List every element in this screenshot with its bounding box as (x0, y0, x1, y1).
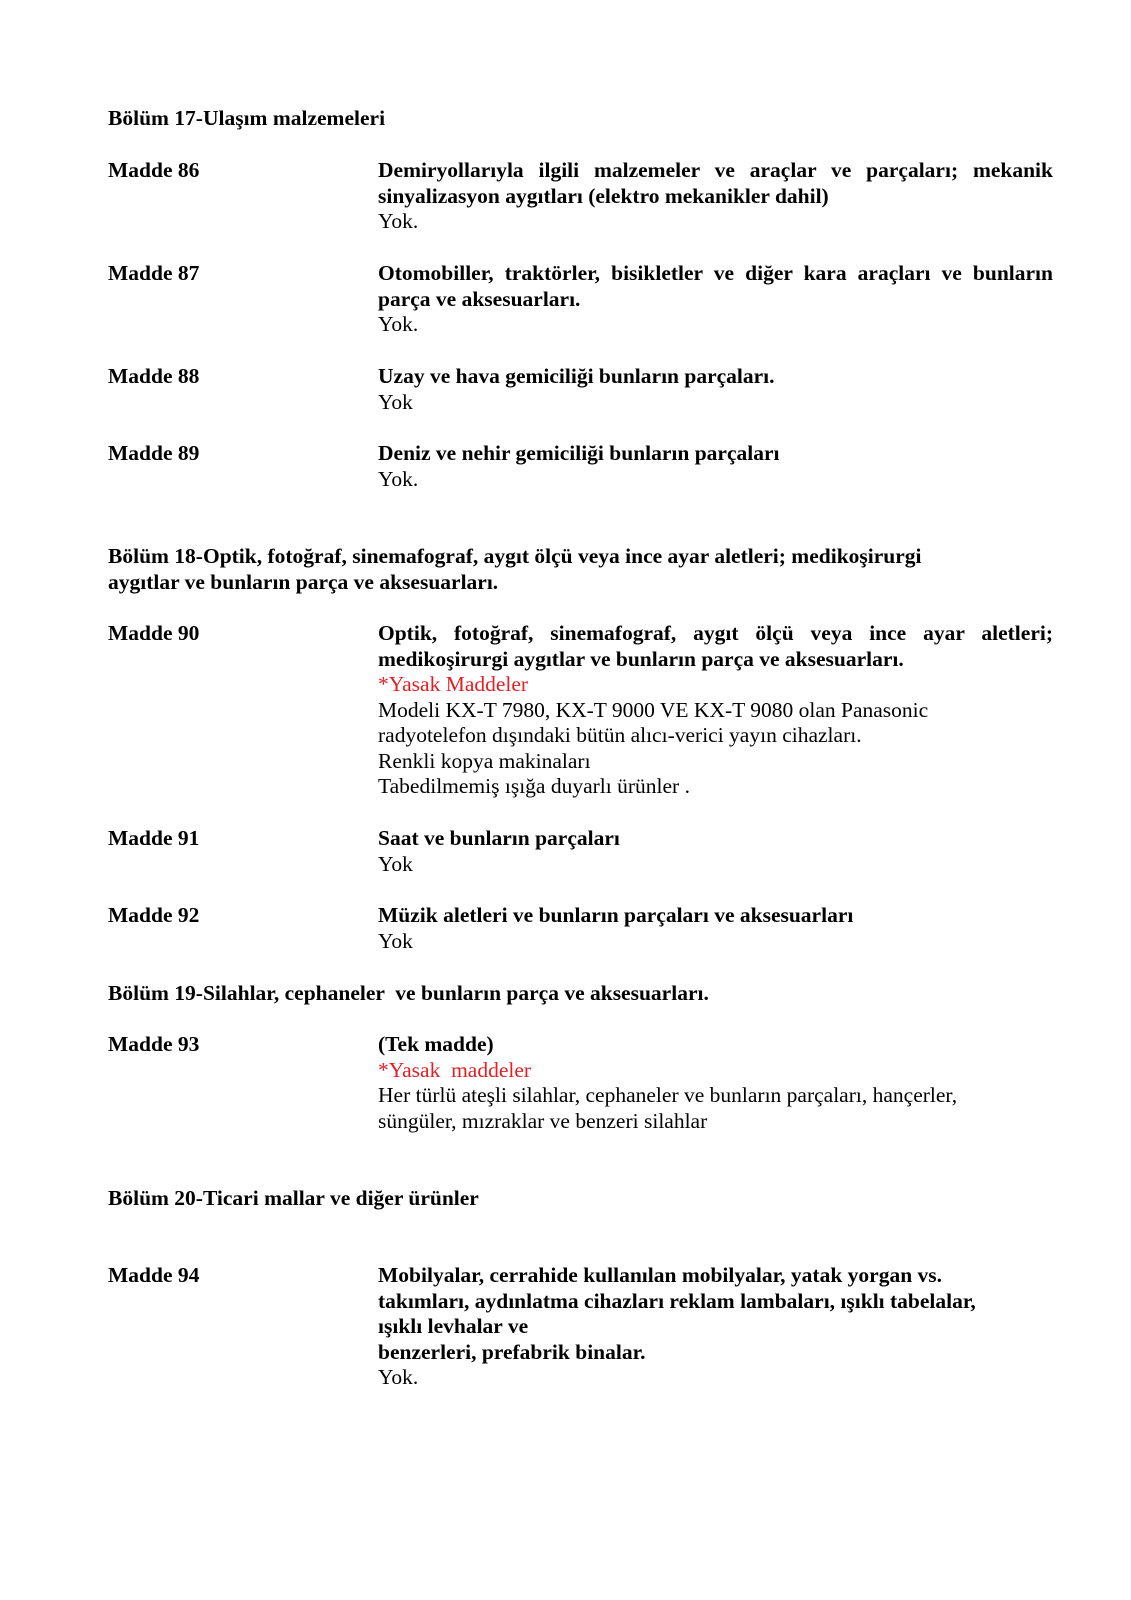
madde-86-content (378, 158, 1053, 235)
madde-92-label: Madde 92 (108, 903, 200, 927)
madde-88-title: Uzay ve hava gemiciliği bunların parçaları. (378, 364, 775, 388)
madde-91-label: Madde 91 (108, 826, 200, 850)
madde-89-content (378, 441, 1053, 492)
madde-91-note: Yok (378, 851, 413, 876)
section-heading-19: Bölüm 19-Silahlar, cephaneler ve bunların parça ve aksesuarları. (108, 981, 709, 1005)
madde-89-label: Madde 89 (108, 441, 200, 465)
madde-86-title: Demiryollarıyla ilgili malzemeler ve araçlar ve parçaları; mekanik sinyalizasyon aygıtları (elektro mekanikler dahil) (378, 158, 1053, 208)
section-heading-20: Bölüm 20-Ticari mallar ve diğer ürünler (108, 1186, 479, 1210)
madde-90-label: Madde 90 (108, 621, 200, 645)
madde-87-content (378, 261, 1053, 338)
madde-94-label: Madde 94 (108, 1263, 200, 1287)
madde-92-content (378, 903, 1053, 954)
madde-87-note: Yok. (378, 312, 419, 336)
madde-93-prohibited-heading: *Yasak maddeler (378, 1057, 532, 1082)
madde-89-title: Deniz ve nehir gemiciliği bunların parçaları (378, 441, 780, 465)
madde-94-title-line-1: Mobilyalar, cerrahide kullanılan mobilyalar, yatak yorgan vs. takımları, aydınlatma cihazları reklam lambaları, ışıklı tabelalar, ışıklı levhalar ve (378, 1263, 976, 1338)
section-heading-18: Bölüm 18-Optik, fotoğraf, sinemafograf, aygıt ölçü veya ince ayar aletleri; medikoşirurgi aygıtlar ve bunların parça ve aksesuarları. (108, 544, 922, 594)
madde-90-prohibited-heading: *Yasak Maddeler (378, 672, 529, 696)
madde-93-label: Madde 93 (108, 1032, 200, 1056)
madde-86-label: Madde 86 (108, 158, 200, 182)
madde-90-title: Optik, fotoğraf, sinemafograf, aygıt ölçü veya ince ayar aletleri; medikoşirurgi aygıtlar ve bunların parça ve aksesuarları. (378, 621, 1053, 671)
madde-94-title-line-2: benzerleri, prefabrik binalar. (378, 1339, 646, 1364)
madde-90-item-2: Renkli kopya makinaları (378, 748, 591, 773)
madde-89-note: Yok. (378, 466, 419, 491)
madde-90-content (378, 621, 1053, 800)
madde-92-note: Yok (378, 928, 413, 953)
madde-93-item-1: Her türlü ateşli silahlar, cephaneler ve bunların parçaları, hançerler, süngüler, mızraklar ve benzeri silahlar (378, 1083, 958, 1133)
madde-94-note: Yok. (378, 1365, 419, 1389)
section-heading-17: Bölüm 17-Ulaşım malzemeleri (108, 106, 386, 130)
madde-88-note: Yok (378, 389, 413, 414)
madde-86-note: Yok. (378, 209, 419, 233)
madde-87-label: Madde 87 (108, 261, 200, 285)
madde-94-content (378, 1263, 1053, 1391)
madde-90-item-1: Modeli KX-T 7980, KX-T 9000 VE KX-T 9080 olan Panasonic radyotelefon dışındaki bütün alıcı-verici yayın cihazları. (378, 697, 929, 747)
madde-91-title: Saat ve bunların parçaları (378, 826, 620, 850)
madde-88-content (378, 364, 1053, 415)
madde-87-title: Otomobiller, traktörler, bisikletler ve diğer kara araçları ve bunların parça ve aksesuarları. (378, 261, 1053, 311)
madde-90-item-3: Tabedilmemiş ışığa duyarlı ürünler . (378, 774, 690, 798)
madde-91-content (378, 826, 1053, 877)
madde-93-content (378, 1032, 1053, 1134)
madde-92-title: Müzik aletleri ve bunların parçaları ve aksesuarları (378, 903, 854, 927)
madde-88-label: Madde 88 (108, 364, 200, 388)
madde-93-title: (Tek madde) (378, 1032, 494, 1056)
